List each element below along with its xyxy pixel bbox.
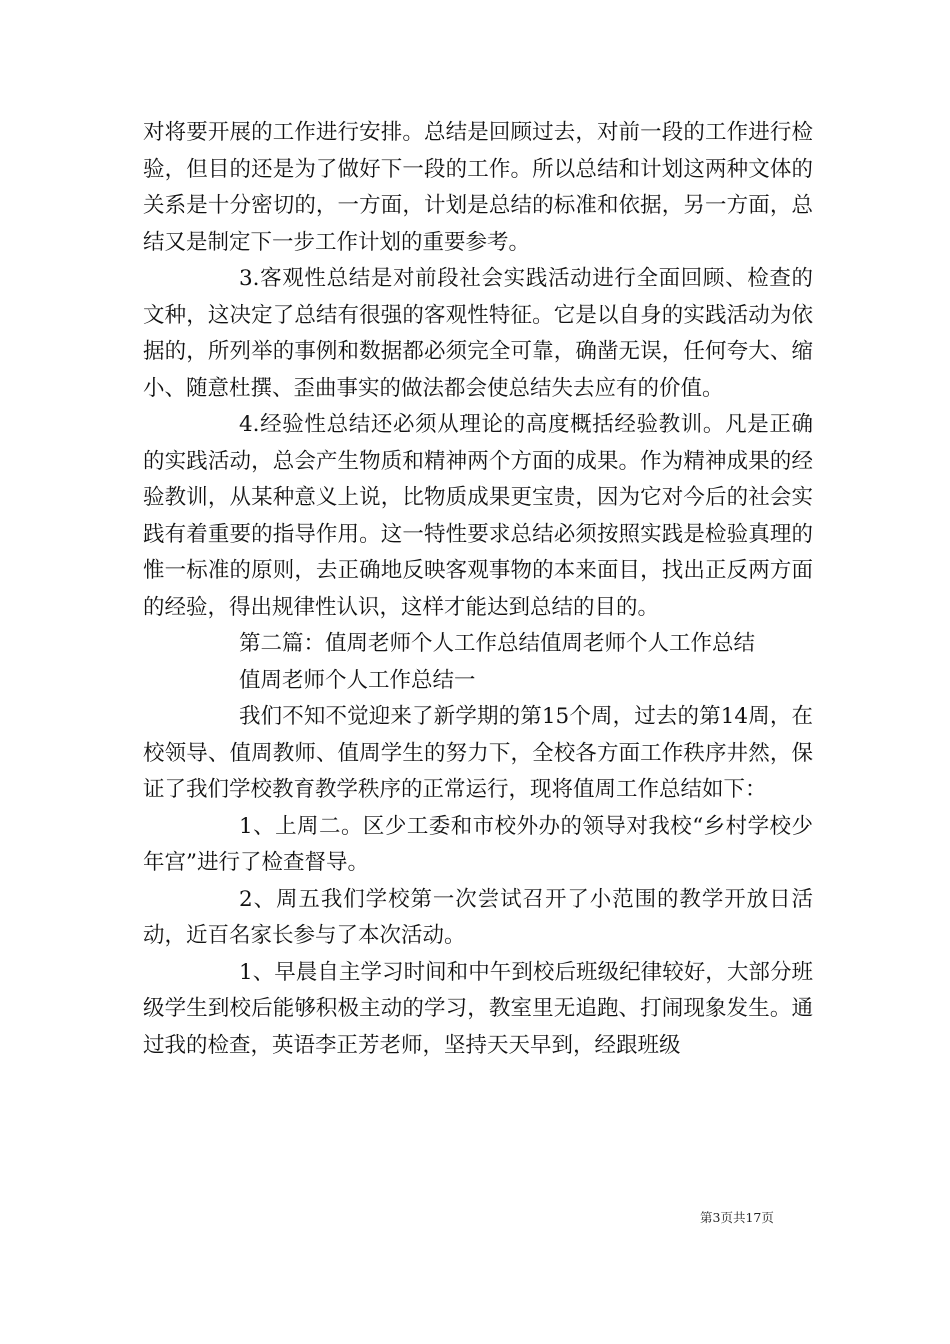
paragraph-item-1: 1、上周二。区少工委和市校外办的领导对我校“乡村学校少年宫”进行了检查督导。 [143, 813, 813, 875]
document-body [143, 115, 813, 1064]
paragraph-item-discipline: 1、早晨自主学习时间和中午到校后班级纪律较好，大部分班级学生到校后能够积极主动的学习，教室里无追跑、打闹现象发生。通过我的检查，英语李正芳老师，坚持天天早到，经跟班级 [143, 959, 813, 1058]
section-heading: 第二篇：值周老师个人工作总结值周老师个人工作总结 [239, 631, 756, 656]
paragraph-item-2: 2、周五我们学校第一次尝试召开了小范围的教学开放日活动，近百名家长参与了本次活动。 [143, 886, 813, 948]
paragraph-experience: 4.经验性总结还必须从理论的高度概括经验教训。凡是正确的实践活动，总会产生物质和精神两个方面的成果。作为精神成果的经验教训，从某种意义上说，比物质成果更宝贵，因为它对今后的社会实践有着重要的指导作用。这一特性要求总结必须按照实践是检验真理的惟一标准的原则，去正确地反映客观事物的本来面目，找出正反两方面的经验，得出规律性认识，这样才能达到总结的目的。 [143, 412, 813, 620]
paragraph-objectivity: 3.客观性总结是对前段社会实践活动进行全面回顾、检查的文种，这决定了总结有很强的客观性特征。它是以自身的实践活动为依据的，所列举的事例和数据都必须完全可靠，确凿无误，任何夸大、缩小、随意杜撰、歪曲事实的做法都会使总结失去应有的价值。 [143, 266, 813, 401]
page-number: 第3页共17页 [700, 1210, 774, 1225]
subsection-heading: 值周老师个人工作总结一 [239, 667, 476, 693]
paragraph-continuation: 对将要开展的工作进行安排。总结是回顾过去，对前一段的工作进行检验，但目的还是为了做好下一段的工作。所以总结和计划这两种文体的关系是十分密切的，一方面，计划是总结的标准和依据，另一方面，总结又是制定下一步工作计划的重要参考。 [143, 120, 813, 255]
paragraph-intro: 我们不知不觉迎来了新学期的第15个周，过去的第14周，在校领导、值周教师、值周学生的努力下，全校各方面工作秩序井然，保证了我们学校教育教学秩序的正常运行，现将值周工作总结如下： [143, 704, 813, 802]
